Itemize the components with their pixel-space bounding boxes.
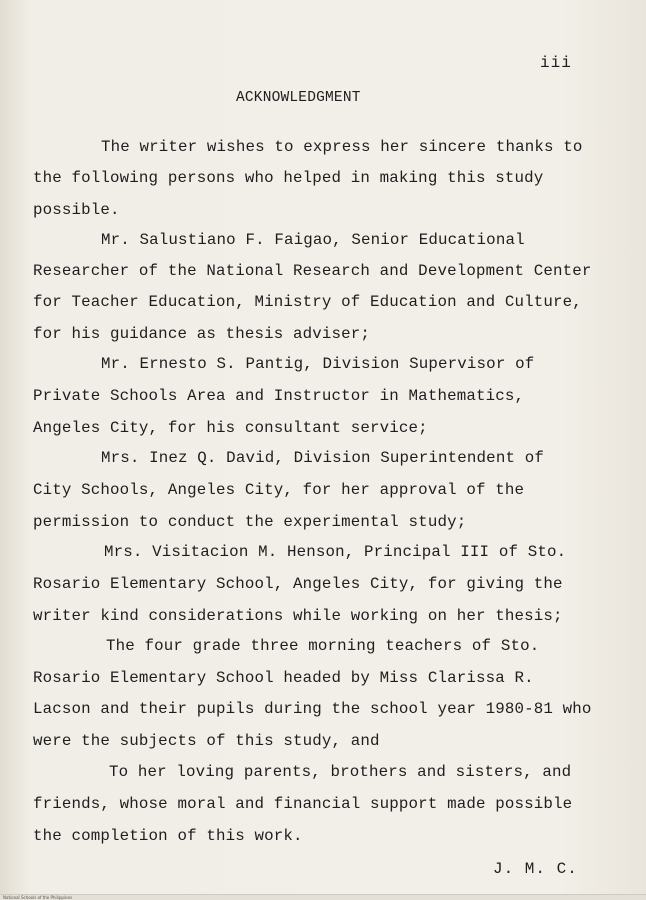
body-line: Rosario Elementary School, Angeles City, for giving the: [33, 575, 563, 593]
signature-initials: J. M. C.: [493, 860, 578, 878]
body-line: Mrs. Inez Q. David, Division Superintendent of: [101, 449, 544, 467]
body-line: Mrs. Visitacion M. Henson, Principal III of Sto.: [104, 543, 567, 561]
body-line: Rosario Elementary School headed by Miss Clarissa R.: [33, 669, 534, 687]
body-line: for Teacher Education, Ministry of Education and Culture,: [33, 293, 582, 311]
body-line: the completion of this work.: [33, 827, 303, 845]
body-line: permission to conduct the experimental study;: [33, 513, 467, 531]
body-line: Private Schools Area and Instructor in Mathematics,: [33, 387, 525, 405]
body-line: To her loving parents, brothers and sisters, and: [109, 763, 572, 781]
scan-footer: National Schools of the Philippines: [0, 894, 646, 900]
body-line: were the subjects of this study, and: [33, 732, 380, 750]
body-line: Researcher of the National Research and Development Center: [33, 262, 592, 280]
body-line: Lacson and their pupils during the school year 1980-81 who: [33, 700, 592, 718]
page-title: ACKNOWLEDGMENT: [236, 90, 361, 106]
body-line: Angeles City, for his consultant service;: [33, 419, 428, 437]
page-number: iii: [540, 54, 572, 72]
body-line: The four grade three morning teachers of Sto.: [106, 637, 540, 655]
body-line: writer kind considerations while working on her thesis;: [33, 607, 563, 625]
body-line: City Schools, Angeles City, for her approval of the: [33, 481, 525, 499]
body-line: The writer wishes to express her sincere thanks to: [101, 138, 583, 156]
body-line: Mr. Ernesto S. Pantig, Division Supervisor of: [101, 355, 535, 373]
body-line: friends, whose moral and financial support made possible: [33, 795, 573, 813]
body-line: for his guidance as thesis adviser;: [33, 325, 371, 343]
body-line: Mr. Salustiano F. Faigao, Senior Educational: [101, 231, 525, 249]
body-line: possible.: [33, 201, 120, 219]
body-line: the following persons who helped in making this study: [33, 169, 544, 187]
